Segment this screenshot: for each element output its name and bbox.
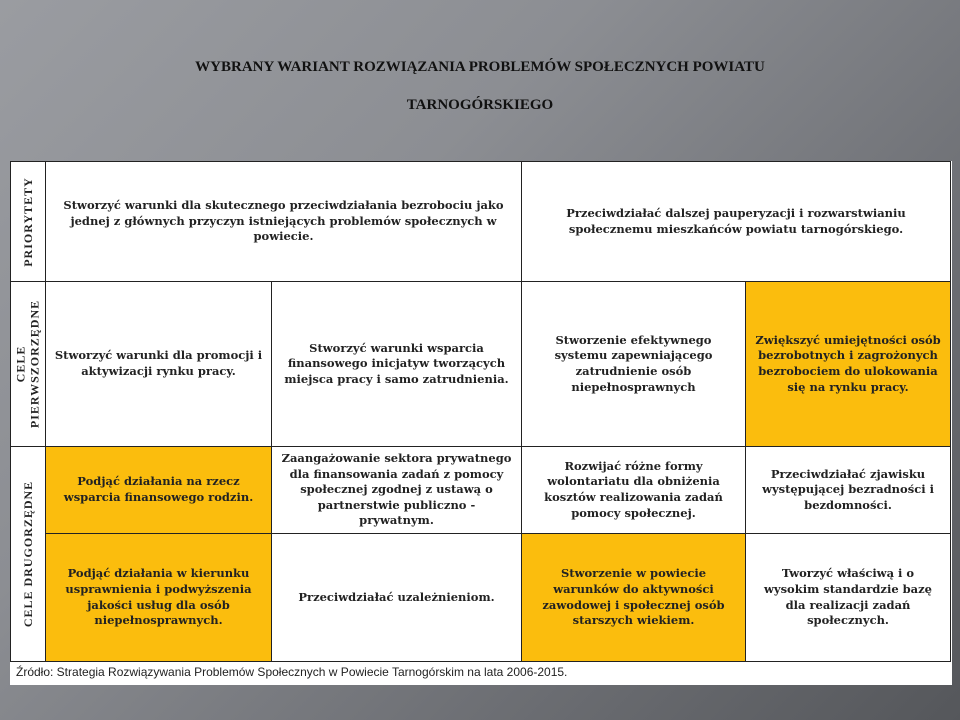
priority-right-cell: Przeciwdziałać dalszej pauperyzacji i rozwarstwianiu społecznemu mieszkańców powiatu tarnogórskiego. — [522, 162, 951, 282]
goals-table — [10, 161, 951, 662]
secondary-goal-cell: Rozwijać różne formy wolontariatu dla obniżenia kosztów realizowania zadań pomocy społecznej. — [522, 447, 746, 534]
row-header-priorytety: PRIORYTETY — [11, 162, 46, 282]
row-cele-pierwszorzedne — [11, 282, 951, 447]
secondary-goal-cell: Tworzyć właściwą i o wysokim standardzie bazę dla realizacji zadań społecznych. — [746, 534, 951, 662]
slide-title-line-1: WYBRANY WARIANT ROZWIĄZANIA PROBLEMÓW SPOŁECZNYCH POWIATU — [195, 59, 765, 75]
row-header-cele-pierwszorzedne: CELE PIERWSZORZĘDNE — [11, 282, 46, 447]
secondary-goal-cell-highlighted: Stworzenie w powiecie warunków do aktywności zawodowej i społecznej osób starszych wiekiem. — [522, 534, 746, 662]
primary-goal-cell: Stworzenie efektywnego systemu zapewniającego zatrudnienie osób niepełnosprawnych — [522, 282, 746, 447]
row-header-cele-drugorzedne: CELE DRUGORZĘDNE — [11, 447, 46, 662]
secondary-goal-cell: Przeciwdziałać zjawisku występującej bezradności i bezdomności. — [746, 447, 951, 534]
slide-title-line-2: TARNOGÓRSKIEGO — [406, 97, 554, 113]
secondary-goal-cell-highlighted: Podjąć działania na rzecz wsparcia finansowego rodzin. — [46, 447, 272, 534]
secondary-goal-cell: Zaangażowanie sektora prywatnego dla finansowania zadań z pomocy społecznej zgodnej z ustawą o partnerstwie publiczno - prywatnym. — [272, 447, 522, 534]
row-cele-drugorzedne-2 — [11, 534, 951, 662]
row-priorytety — [11, 162, 951, 282]
primary-goal-cell-highlighted: Zwiększyć umiejętności osób bezrobotnych i zagrożonych bezrobociem do ulokowania się na rynku pracy. — [746, 282, 951, 447]
priority-left-cell: Stworzyć warunki dla skutecznego przeciwdziałania bezrobociu jako jednej z głównych przyczyn istniejących problemów społecznych w powiecie. — [46, 162, 522, 282]
source-note: Źródło: Strategia Rozwiązywania Problemów Społecznych w Powiecie Tarnogórskim na lata 2006-2015. — [16, 665, 568, 679]
secondary-goal-cell: Przeciwdziałać uzależnieniom. — [272, 534, 522, 662]
row-cele-drugorzedne-1 — [11, 447, 951, 534]
primary-goal-cell: Stworzyć warunki dla promocji i aktywizacji rynku pracy. — [46, 282, 272, 447]
secondary-goal-cell-highlighted: Podjąć działania w kierunku usprawnienia i podwyższenia jakości usług dla osób niepełnosprawnych. — [46, 534, 272, 662]
goals-table-sheet — [10, 161, 952, 685]
primary-goal-cell: Stworzyć warunki wsparcia finansowego inicjatyw tworzących miejsca pracy i samo zatrudnienia. — [272, 282, 522, 447]
